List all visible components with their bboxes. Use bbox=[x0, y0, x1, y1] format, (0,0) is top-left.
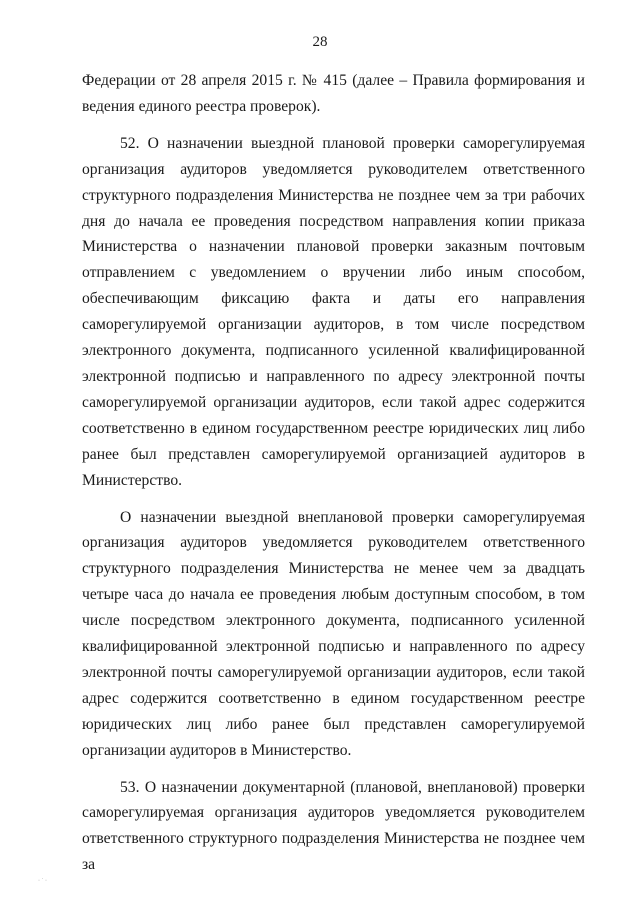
body-text bbox=[82, 68, 585, 889]
paragraph-53: 53. О назначении документарной (плановой, внеплановой) проверки саморегулируемая организация аудиторов уведомляется руководителем ответственного структурного подразделения Министерства не позднее чем за bbox=[82, 778, 585, 874]
paragraph-52: 52. О назначении выездной плановой проверки саморегулируемая организация аудиторов уведомляется руководителем ответственного структурного подразделения Министерства не позднее чем за три рабочих дня до начала ее проведения посредством направления копии приказа Министерства о назначении плановой проверки заказным почтовым отправлением с уведомлением о вручении либо иным способом, обеспечивающим фиксацию факта и даты его направления саморегулируемой организации аудиторов, в том числе посредством электронного документа, подписанного усиленной квалифицированной электронной подписью и направленного по адресу электронной почты саморегулируемой организации аудиторов, если такой адрес содержится соответственно в едином государственном реестре юридических лиц либо ранее был представлен саморегулируемой организацией аудиторов в Министерство. bbox=[82, 134, 585, 489]
paragraph-continuation: Федерации от 28 апреля 2015 г. № 415 (далее – Правила формирования и ведения единого реестра проверок). bbox=[82, 72, 585, 115]
page-number: 28 bbox=[312, 34, 328, 50]
scan-artifact: · ˙ · bbox=[38, 878, 47, 884]
paragraph-unscheduled-inspection: О назначении выездной внеплановой проверки саморегулируемая организация аудиторов уведомляется руководителем ответственного структурного подразделения Министерства не менее чем за двадцать четыре часа до начала ее проведения любым доступным способом, в том числе посредством электронного документа, подписанного усиленной квалифицированной электронной подписью и направленного по адресу электронной почты саморегулируемой организации аудиторов, если такой адрес содержится соответственно в едином государственном реестре юридических лиц либо ранее был представлен саморегулируемой организации аудиторов в Министерство. bbox=[82, 508, 585, 759]
